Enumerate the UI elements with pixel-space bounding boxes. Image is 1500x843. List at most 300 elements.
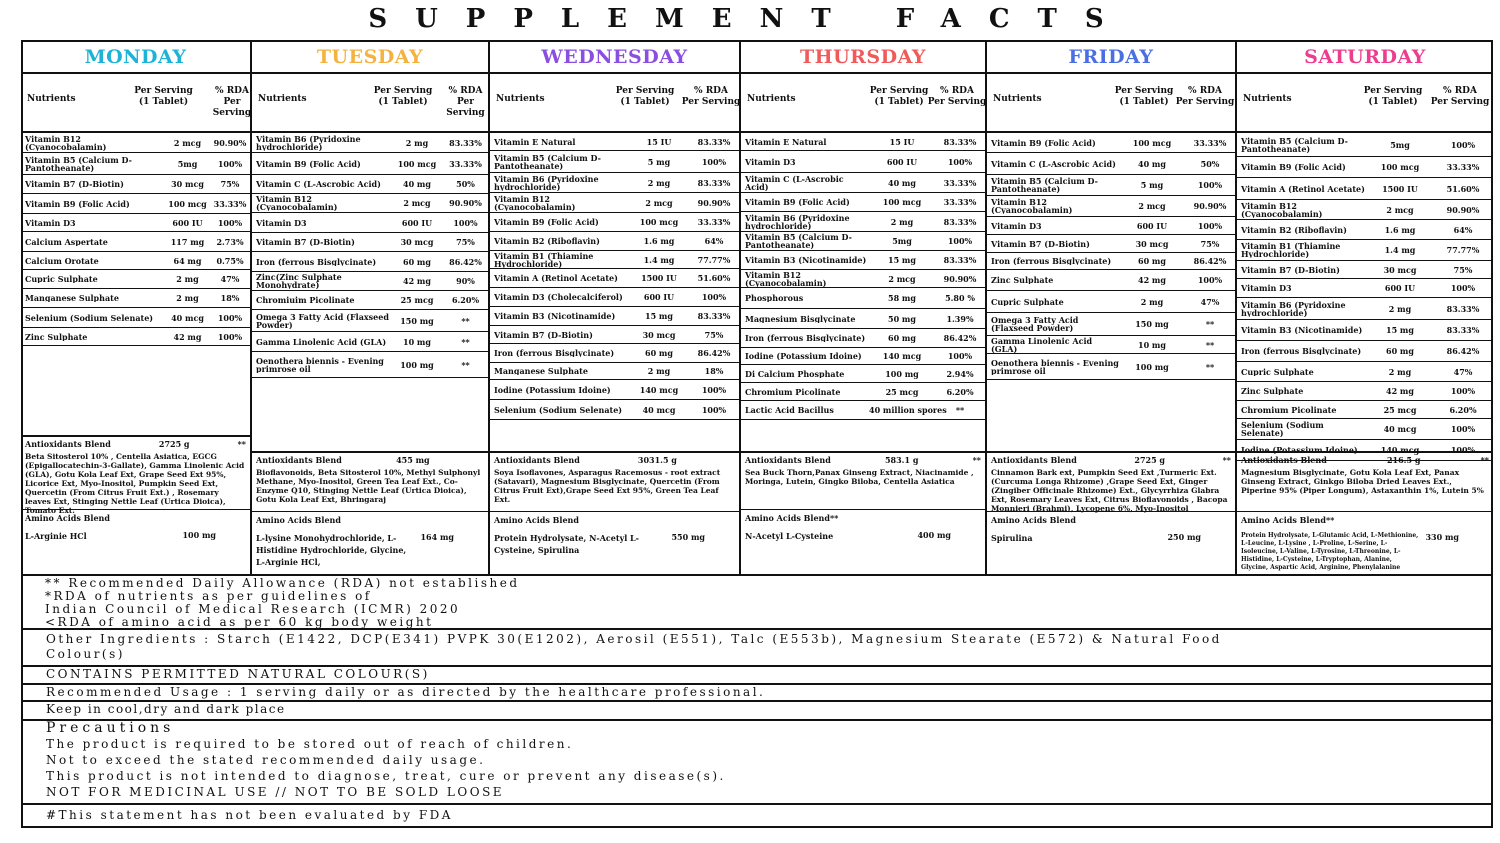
nutrient-name: Vitamin B6 (Pyridoxine hydrochloride) xyxy=(1241,300,1346,317)
nutrient-name: Vitamin B5 (Calcium D-Pantotheanate) xyxy=(494,153,601,170)
per-serving-value: 40 mcg xyxy=(1383,424,1417,434)
nutrient-row xyxy=(490,173,739,193)
nutrients-header: Nutrients xyxy=(258,94,307,104)
nutrient-row xyxy=(490,288,739,307)
nutrient-name: Vitamin B1 (Thiamine Hydrochloride) xyxy=(494,251,594,268)
nutrient-row xyxy=(987,196,1235,217)
nutrient-name: Vitamin A (Retinol Acetate) xyxy=(494,274,618,282)
per-serving-value: 58 mg xyxy=(888,293,916,303)
nutrient-rows xyxy=(1237,133,1493,461)
rda-value: 83.33% xyxy=(943,136,977,147)
nutrient-row xyxy=(490,307,739,326)
per-serving-value: 150 mg xyxy=(400,315,434,326)
rda-value: 90% xyxy=(456,276,475,286)
rda-value: 100% xyxy=(217,217,243,228)
per-serving-value: 150 mg xyxy=(1135,319,1169,329)
rda-value: 47% xyxy=(220,274,240,284)
nutrient-row xyxy=(490,326,739,344)
contains-colours: CONTAINS PERMITTED NATURAL COLOUR(S) xyxy=(46,667,430,681)
nutrient-name: Gamma Linolenic Acid (GLA) xyxy=(991,336,1093,353)
rda-value: ** xyxy=(461,359,470,370)
rda-value: 90.90% xyxy=(697,197,731,208)
nutrient-row xyxy=(490,193,739,213)
antioxidants-blend xyxy=(1237,451,1493,511)
amino-title: Amino Acids Blend xyxy=(256,515,341,525)
blend-amount: 583.1 g xyxy=(884,455,919,465)
blend-rda: ** xyxy=(237,439,246,449)
day-columns xyxy=(21,42,1493,574)
rda-value: 6.20% xyxy=(1449,404,1477,415)
rda-value: 77.77% xyxy=(697,254,731,265)
rda-value: 83.33% xyxy=(697,311,731,321)
precaution-1: The product is required to be stored out of reach of children. xyxy=(46,737,574,751)
per-serving-value: 100 mcg xyxy=(397,158,437,169)
nutrient-row xyxy=(490,151,739,173)
per-serving-value: 40 mg xyxy=(888,177,916,188)
nutrient-name: Vitamin B7 (D-Biotin) xyxy=(1241,265,1340,274)
nutrient-name: Zinc(Zinc Sulphate Monohydrate) xyxy=(256,273,342,289)
rda-value: 100% xyxy=(701,404,727,415)
nutrient-name: Iron (ferrous Bisglycinate) xyxy=(256,257,377,266)
nutrient-name: Vitamin C (L-Ascrobic Acid) xyxy=(745,174,844,191)
nutrient-row xyxy=(490,380,739,400)
nutrient-name: Vitamin B12 (Cyanocobalamin) xyxy=(25,134,107,151)
rda-value: 75% xyxy=(1453,264,1473,275)
nutrient-name: Chromium Picolinate xyxy=(1241,405,1337,414)
blend-amount: 2725 g xyxy=(1134,455,1166,465)
nutrient-row xyxy=(252,233,488,252)
per-serving-value: 40 million spores xyxy=(869,405,947,415)
amino-ingredients: Protein Hydrolysate, L-Glutamic Acid, L-Methionine, L-Leucine, L-Lysine , L-Proline, L-Serine, L-Isoleucine, L-Valine, L-Tyrosine, L-Threonine, L-Histidine, L-Cysteine, L-Tryptophan, Alanine, Glycine, Aspartic Acid, Arginine, Phenylalanine xyxy=(1241,532,1419,571)
nutrient-row xyxy=(741,288,985,309)
nutrient-name: Vitamin B5 (Calcium D-Pantotheanate) xyxy=(745,233,852,249)
amino-title: Amino Acids Blend xyxy=(25,513,110,523)
nutrient-row xyxy=(490,251,739,269)
nutrient-row xyxy=(21,232,250,252)
day-title: MONDAY xyxy=(21,42,250,74)
per-serving-value: 100 mcg xyxy=(168,198,207,209)
per-serving-value: 2 mg xyxy=(176,293,199,303)
per-serving-value: 2 mcg xyxy=(403,198,431,208)
nutrient-row xyxy=(987,291,1235,313)
per-serving-value: 42 mg xyxy=(1138,275,1166,285)
per-serving-value: 15 mg xyxy=(1386,325,1414,335)
per-serving-value: 40 mcg xyxy=(642,404,676,415)
day-column-thursday xyxy=(741,42,987,574)
note-icmr: Indian Council of Medical Research (ICMR) 2020 xyxy=(45,602,461,616)
rda-value: 100% xyxy=(217,158,243,169)
nutrient-name: Vitamin E Natural xyxy=(745,137,827,146)
nutrient-row xyxy=(1237,320,1493,341)
rda-header: % RDA Per Serving xyxy=(1430,86,1490,107)
per-serving-value: 1500 IU xyxy=(641,273,677,283)
blend-title: Antioxidants Blend xyxy=(1241,455,1327,465)
page-title: SUPPLEMENT FACTS xyxy=(368,4,1132,34)
nutrient-row xyxy=(21,328,250,346)
nutrient-name: Chromium Picolinate xyxy=(745,387,841,396)
nutrient-row xyxy=(1237,382,1493,401)
day-column-wednesday xyxy=(490,42,741,574)
per-serving-value: 25 mcg xyxy=(1383,404,1417,415)
nutrient-row xyxy=(741,365,985,383)
nutrient-row xyxy=(21,308,250,328)
nutrient-name: Vitamin C (L-Ascrobic Acid) xyxy=(991,159,1116,168)
rda-value: 90.90% xyxy=(943,273,977,284)
per-serving-value: 100 mcg xyxy=(1132,137,1172,148)
per-serving-value: 5mg xyxy=(177,158,198,169)
nutrient-name: Vitamin E Natural xyxy=(494,137,576,146)
nutrient-name: Cupric Sulphate xyxy=(1241,367,1314,376)
rda-value: 0.75% xyxy=(216,255,244,266)
nutrient-name: Vitamin B12 (Cyanocobalamin) xyxy=(991,198,1073,214)
nutrient-name: Vitamin D3 xyxy=(1241,284,1292,292)
blend-rda: ** xyxy=(1480,455,1489,465)
per-serving-value: 2 mg xyxy=(1388,366,1412,377)
amino-acids-blend xyxy=(1237,511,1493,574)
rda-header: % RDA Per Serving xyxy=(212,86,252,118)
per-serving-value: 2 mcg xyxy=(1138,201,1166,211)
rda-value: 83.33% xyxy=(697,177,731,188)
nutrient-row xyxy=(987,313,1235,336)
rda-value: 47% xyxy=(1200,296,1220,307)
nutrient-name: Vitamin B3 (Nicotinamide) xyxy=(745,256,867,264)
nutrient-name: Gamma Linolenic Acid (GLA) xyxy=(256,337,387,346)
rda-value: 2.73% xyxy=(216,236,244,247)
rda-value: 77.77% xyxy=(1446,245,1480,255)
per-serving-value: 25 mcg xyxy=(400,295,434,305)
amino-acids-blend xyxy=(987,511,1235,574)
rda-value: 86.42% xyxy=(943,333,977,343)
per-serving-value: 100 mg xyxy=(885,368,919,379)
nutrient-name: Vitamin B9 (Folic Acid) xyxy=(25,199,130,208)
nutrient-row xyxy=(987,133,1235,153)
nutrient-name: Magnesium Bisglycinate xyxy=(745,314,856,323)
per-serving-value: 140 mcg xyxy=(639,384,679,395)
nutrients-header: Nutrients xyxy=(27,94,76,104)
nutrient-name: Zinc Sulphate xyxy=(991,276,1054,284)
rda-value: 33.33% xyxy=(943,177,977,188)
fda-statement: #This statement has not been evaluated by FDA xyxy=(46,808,453,822)
nutrient-name: Iron (ferrous Bisglycinate) xyxy=(745,334,866,342)
per-serving-value: 2 mcg xyxy=(1386,204,1414,215)
rda-value: 6.20% xyxy=(946,386,974,397)
nutrient-rows xyxy=(252,133,488,378)
amino-rda: ** xyxy=(1325,515,1335,525)
nutrient-row xyxy=(21,270,250,289)
rda-value: 6.20% xyxy=(451,295,480,305)
per-serving-value: 15 mg xyxy=(645,311,673,321)
nutrient-name: Vitamin B6 (Pyridoxine hydrochloride) xyxy=(494,174,599,191)
rda-value: 50% xyxy=(1200,158,1220,169)
nutrient-row xyxy=(490,232,739,251)
nutrient-name: Vitamin B5 (Calcium D-Pantotheanate) xyxy=(991,177,1098,193)
nutrient-row xyxy=(252,291,488,310)
nutrient-name: Iodine (Potassium Idoine) xyxy=(1241,446,1358,454)
other-ingredients-cont: Colour(s) xyxy=(46,647,125,661)
amino-title: Amino Acids Blend xyxy=(1241,515,1326,525)
blend-amount: 3031.5 g xyxy=(637,455,677,465)
rda-value: 100% xyxy=(1450,424,1476,434)
nutrient-row xyxy=(252,213,488,233)
nutrient-row xyxy=(252,272,488,291)
nutrient-row xyxy=(1237,298,1493,320)
rda-value: 64% xyxy=(704,236,724,246)
day-title: SATURDAY xyxy=(1237,42,1493,74)
per-serving-header: Per Serving (1 Tablet) xyxy=(134,86,193,107)
rda-header: % RDA Per Serving xyxy=(927,86,987,107)
per-serving-header: Per Serving (1 Tablet) xyxy=(869,86,929,107)
rda-value: 100% xyxy=(453,217,478,228)
nutrient-name: Iron (ferrous Bisglycinate) xyxy=(494,349,615,357)
day-column-friday xyxy=(987,42,1237,574)
per-serving-value: 1.6 mg xyxy=(1384,224,1416,235)
blend-amount: 455 mg xyxy=(396,455,430,465)
nutrient-name: Vitamin B5 (Calcium D-Pantotheanate) xyxy=(1241,136,1348,153)
nutrient-name: Iron (ferrous Bisglycinate) xyxy=(1241,347,1362,355)
rda-value: 90.90% xyxy=(213,137,247,148)
rda-value: 100% xyxy=(1450,139,1476,150)
nutrient-name: Vitamin B12 (Cyanocobalamin) xyxy=(1241,201,1323,218)
rda-header: % RDA Per Serving xyxy=(1175,86,1235,107)
note-rda-not-established: ** Recommended Daily Allowance (RDA) not established xyxy=(45,576,520,590)
per-serving-value: 2 mcg xyxy=(173,137,202,148)
rda-value: 86.42% xyxy=(697,348,731,358)
rda-value: 100% xyxy=(1450,386,1476,396)
per-serving-value: 1.6 mg xyxy=(643,236,675,246)
day-title: TUESDAY xyxy=(252,42,488,74)
per-serving-value: 60 mg xyxy=(888,333,916,343)
rda-value: 18% xyxy=(220,293,240,303)
column-header xyxy=(490,74,739,133)
nutrient-name: Vitamin B2 (Riboflavin) xyxy=(1241,225,1347,234)
rda-value: 90.90% xyxy=(449,198,482,208)
rda-value: ** xyxy=(461,336,470,347)
nutrients-header: Nutrients xyxy=(993,94,1042,104)
per-serving-header: Per Serving (1 Tablet) xyxy=(1363,86,1423,107)
nutrient-name: Cupric Sulphate xyxy=(991,297,1064,306)
rda-value: 51.60% xyxy=(697,273,731,283)
per-serving-value: 60 mg xyxy=(1138,256,1166,266)
nutrient-row xyxy=(21,194,250,214)
amino-title: Amino Acids Blend xyxy=(494,515,579,525)
amino-ingredients: Spirulina xyxy=(991,533,1033,543)
amino-acids-blend xyxy=(252,511,488,574)
nutrient-row xyxy=(1237,133,1493,157)
nutrient-row xyxy=(741,173,985,193)
nutrient-row xyxy=(987,354,1235,380)
per-serving-header: Per Serving (1 Tablet) xyxy=(615,86,675,107)
blend-amount: 216.5 g xyxy=(1386,455,1421,465)
nutrient-row xyxy=(490,400,739,420)
blend-amount: 2725 g xyxy=(158,439,190,449)
nutrient-name: Vitamin B9 (Folic Acid) xyxy=(256,159,361,168)
rda-value: 75% xyxy=(704,329,724,340)
rda-value: 75% xyxy=(1200,238,1220,249)
column-header xyxy=(741,74,985,133)
per-serving-value: 2 mg xyxy=(405,137,429,148)
rda-value: 33.33% xyxy=(697,217,731,227)
rda-value: 83.33% xyxy=(697,136,731,147)
rda-value: 100% xyxy=(947,156,973,167)
nutrient-row xyxy=(21,214,250,232)
nutrient-row xyxy=(741,348,985,365)
rda-value: 83.33% xyxy=(943,255,977,265)
per-serving-value: 5 mg xyxy=(647,156,671,167)
nutrient-row xyxy=(1237,419,1493,440)
rda-value: 33.33% xyxy=(1446,162,1480,172)
per-serving-value: 100 mg xyxy=(1135,361,1169,372)
precaution-3: This product is not intended to diagnose, treat, cure or prevent any disease(s). xyxy=(46,769,726,783)
nutrient-name: Vitamin B2 (Riboflavin) xyxy=(494,237,600,245)
day-column-monday xyxy=(21,42,252,574)
blend-ingredients: Cinnamon Bark ext, Pumpkin Seed Ext ,Turmeric Ext. (Curcuma Longa Rhizome) ,Grape Seed Ext, Ginger (Zingiber Officinale Rhizome) Ext., Glycyrrhiza Glabra Ext, Rosemary Leaves Ext, Citrus Bioflavonoids , Bacopa Monnieri (Brahmi), Lycopene 6%, Myo-Inositol xyxy=(991,468,1228,513)
precaution-4: NOT FOR MEDICINAL USE // NOT TO BE SOLD LOOSE xyxy=(46,785,505,799)
rda-value: 64% xyxy=(1453,224,1473,235)
nutrient-rows xyxy=(21,133,250,346)
nutrient-row xyxy=(987,153,1235,175)
antioxidants-blend xyxy=(490,451,739,511)
per-serving-value: 15 IU xyxy=(646,136,672,147)
rda-value: 33.33% xyxy=(1193,137,1227,148)
per-serving-value: 30 mcg xyxy=(171,179,204,189)
nutrient-row xyxy=(741,212,985,232)
nutrient-rows xyxy=(741,133,985,420)
per-serving-value: 30 mcg xyxy=(1135,238,1169,249)
per-serving-value: 30 mcg xyxy=(642,329,676,340)
blend-ingredients: Beta Sitosterol 10% , Centella Asiatica, EGCG (Epigallocatechin-3-Gallate), Gamma Linolenic Acid (GLA), Gotu Kola Leaf Ext, Grape Seed Ext 95%, Licorice Ext, Myo-Inositol, Pumpkin Seed Ext, Quercetin (From Citrus Fruit Ext.) , Rosemary leaves Ext, Stinging Nettle Leaf (Urtica Dioica), Tomato Ext. xyxy=(25,452,245,515)
per-serving-value: 2 mg xyxy=(890,216,914,227)
per-serving-value: 2 mg xyxy=(176,274,199,284)
nutrient-name: Vitamin B9 (Folic Acid) xyxy=(494,218,599,226)
per-serving-value: 600 IU xyxy=(172,217,203,228)
column-header xyxy=(1237,74,1493,133)
per-serving-value: 30 mcg xyxy=(400,237,434,247)
per-serving-value: 5 mg xyxy=(1140,180,1164,190)
nutrient-name: Omega 3 Fatty Acid (Flaxseed Powder) xyxy=(256,312,389,329)
nutrient-row xyxy=(1237,157,1493,178)
nutrients-header: Nutrients xyxy=(747,94,796,104)
per-serving-value: 1.4 mg xyxy=(643,254,675,265)
nutrients-header: Nutrients xyxy=(496,94,545,104)
nutrient-name: Iodine (Potassium Idoine) xyxy=(494,385,611,394)
nutrient-name: Chromiuim Picolinate xyxy=(256,296,355,304)
day-column-saturday xyxy=(1237,42,1493,574)
nutrient-row xyxy=(741,383,985,401)
nutrient-name: Calcium Aspertate xyxy=(25,237,108,246)
nutrient-name: Vitamin B7 (D-Biotin) xyxy=(494,330,593,339)
nutrient-name: Vitamin B7 (D-Biotin) xyxy=(991,239,1090,248)
per-serving-value: 1500 IU xyxy=(1382,183,1418,194)
per-serving-value: 40 mcg xyxy=(171,312,204,323)
per-serving-value: 25 mcg xyxy=(885,386,919,397)
amino-ingredients: Protein Hydrolysate, N-Acetyl L-Cysteine, Spirulina xyxy=(494,533,639,555)
nutrient-row xyxy=(252,252,488,272)
blend-title: Antioxidants Blend xyxy=(745,455,831,465)
per-serving-value: 2 mg xyxy=(1140,296,1164,307)
amino-rda: ** xyxy=(829,513,839,523)
per-serving-value: 64 mg xyxy=(173,255,202,266)
rda-value: 100% xyxy=(1450,445,1476,455)
blend-title: Antioxidants Blend xyxy=(494,455,580,465)
amino-amount: 100 mg xyxy=(182,530,216,540)
rda-value: 90.90% xyxy=(1446,204,1480,215)
blend-title: Antioxidants Blend xyxy=(256,455,342,465)
divider xyxy=(21,719,1493,721)
nutrient-row xyxy=(741,270,985,288)
nutrient-name: Vitamin D3 (Cholecalciferol) xyxy=(494,293,623,301)
per-serving-value: 15 mg xyxy=(888,255,916,265)
rda-value: ** xyxy=(1205,319,1215,329)
nutrient-name: Vitamin B12 (Cyanocobalamin) xyxy=(745,270,827,287)
per-serving-value: 2 mg xyxy=(1388,303,1412,314)
rda-value: 100% xyxy=(1197,180,1223,190)
note-rda-guidelines: *RDA of nutrients as per guidelines of xyxy=(45,589,372,603)
nutrient-name: Phosphorous xyxy=(745,294,804,302)
nutrient-name: Cupric Sulphate xyxy=(25,275,98,283)
blend-ingredients: Sea Buck Thorn,Panax Ginseng Extract, Niacinamide , Moringa, Lutein, Gingko Biloba, Centella Asiatica xyxy=(745,468,974,486)
per-serving-value: 40 mg xyxy=(1138,158,1166,169)
per-serving-value: 5mg xyxy=(892,236,912,246)
nutrient-name: Vitamin B6 (Pyridoxine hydrochloride) xyxy=(256,134,361,151)
nutrient-name: Selenium (Sodium Selenate) xyxy=(1241,421,1324,437)
nutrient-name: Vitamin B7 (D-Biotin) xyxy=(256,238,355,246)
amino-acids-blend xyxy=(741,509,985,574)
per-serving-header: Per Serving (1 Tablet) xyxy=(373,86,433,107)
rda-value: 100% xyxy=(701,384,727,395)
per-serving-value: 60 mg xyxy=(403,256,431,267)
nutrient-row xyxy=(1237,261,1493,279)
nutrient-row xyxy=(490,363,739,380)
amino-amount: 550 mg xyxy=(671,532,705,542)
per-serving-value: 600 IU xyxy=(643,292,675,302)
antioxidants-blend xyxy=(21,435,250,515)
blend-title: Antioxidants Blend xyxy=(991,455,1077,465)
blend-ingredients: Soya Isoflavones, Asparagus Racemosus - root extract (Satavari), Magnesium Bisglycinate, Quercetin (From Citrus Fruit Ext),Grape Seed Ext 95%, Green Tea Leaf Ext. xyxy=(494,468,721,504)
nutrient-name: Zinc Sulphate xyxy=(1241,387,1304,395)
rda-value: 83.33% xyxy=(449,137,482,148)
per-serving-value: 1.4 mg xyxy=(1384,245,1416,255)
rda-value: 83.33% xyxy=(1446,303,1480,314)
per-serving-value: 600 IU xyxy=(401,217,433,228)
nutrient-row xyxy=(252,133,488,153)
nutrient-row xyxy=(490,213,739,232)
nutrient-row xyxy=(252,310,488,332)
per-serving-value: 42 mg xyxy=(1386,386,1414,396)
nutrient-row xyxy=(741,329,985,348)
nutrient-row xyxy=(987,175,1235,196)
divider xyxy=(21,628,1493,630)
antioxidants-blend xyxy=(741,451,985,509)
rda-value: 33.33% xyxy=(943,197,977,207)
nutrient-row xyxy=(741,401,985,420)
per-serving-header: Per Serving (1 Tablet) xyxy=(1114,86,1174,107)
blend-ingredients: Bioflavonoids, Beta Sitosterol 10%, Methyl Sulphonyl Methane, Myo-Inositol, Green Tea Leaf Ext., Co-Enzyme Q10, Stinging Nettle Leaf (Urtica Dioica), Gotu Kola Leaf Ext, Bhringaraj xyxy=(256,468,481,504)
per-serving-value: 10 mg xyxy=(403,336,431,347)
nutrient-row xyxy=(252,194,488,213)
nutrient-name: Vitamin D3 xyxy=(25,218,76,227)
nutrient-row xyxy=(741,251,985,270)
nutrient-row xyxy=(987,270,1235,291)
per-serving-value: 5mg xyxy=(1390,139,1410,150)
rda-value: 33.33% xyxy=(213,198,247,209)
nutrient-row xyxy=(1237,401,1493,419)
nutrient-row xyxy=(987,217,1235,235)
blend-rda: ** xyxy=(972,455,981,465)
rda-value: 5.80 % xyxy=(945,293,975,303)
day-title: WEDNESDAY xyxy=(490,42,739,74)
per-serving-value: 10 mg xyxy=(1138,339,1166,350)
rda-value: 100% xyxy=(1450,283,1476,293)
